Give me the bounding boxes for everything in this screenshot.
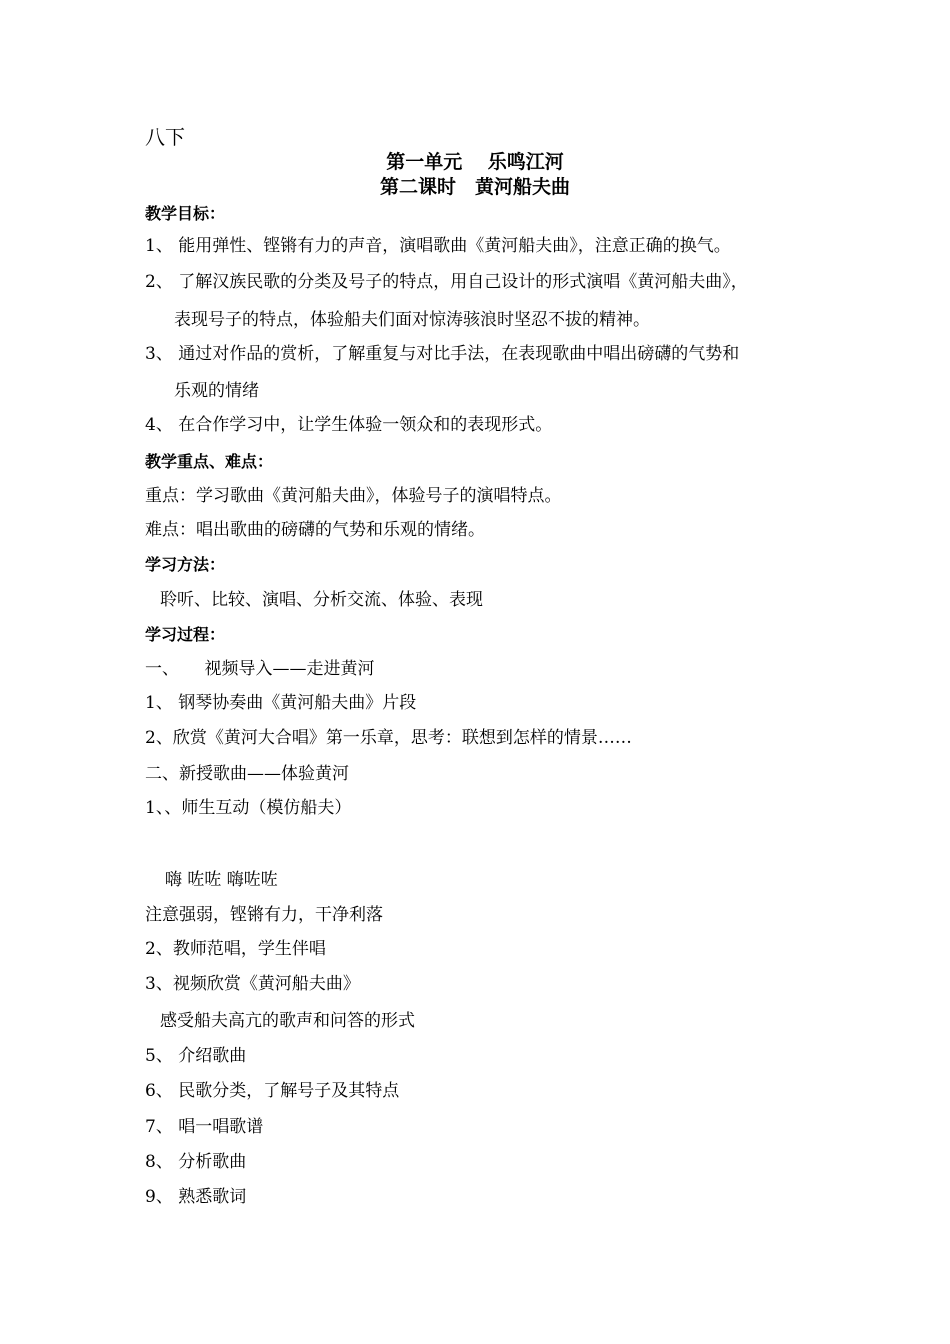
key-points-heading: 教学重点、难点： — [145, 452, 274, 471]
chant-note: 注意强弱，铿锵有力，干净利落 — [145, 905, 383, 925]
process-heading: 学习过程： — [145, 625, 226, 644]
process-part-2-item-2: 2、教师范唱，学生伴唱 — [145, 939, 326, 959]
grade-label: 八下 — [145, 125, 185, 149]
objective-item-2: 2、 了解汉族民歌的分类及号子的特点，用自己设计的形式演唱《黄河船夫曲》， — [145, 272, 748, 292]
key-point-difficulty: 难点：唱出歌曲的磅礴的气势和乐观的情绪。 — [145, 520, 485, 540]
process-part-2-item-3: 3、视频欣赏《黄河船夫曲》 — [145, 974, 360, 994]
key-point-focus: 重点：学习歌曲《黄河船夫曲》，体验号子的演唱特点。 — [145, 486, 562, 506]
lesson-title: 第二课时 黄河船夫曲 — [379, 176, 570, 198]
chant-text: 嗨 咗咗 嗨咗咗 — [165, 870, 278, 890]
methods-text: 聆听、比较、演唱、分析交流、体验、表现 — [160, 590, 483, 610]
process-part-2-item-8: 8、 分析歌曲 — [145, 1152, 247, 1172]
objective-item-2-continued: 表现号子的特点，体验船夫们面对惊涛骇浪时坚忍不拔的精神。 — [174, 310, 650, 330]
process-part-1-item-1: 1、 钢琴协奏曲《黄河船夫曲》片段 — [145, 693, 417, 713]
process-part-2-item-5: 5、 介绍歌曲 — [145, 1046, 247, 1066]
process-part-2-item-7: 7、 唱一唱歌谱 — [145, 1117, 264, 1137]
process-part-1: 一、 视频导入——走进黄河 — [145, 659, 375, 679]
process-part-2-item-3-note: 感受船夫高亢的歌声和问答的形式 — [160, 1011, 415, 1031]
methods-heading: 学习方法： — [145, 555, 226, 574]
objective-item-1: 1、 能用弹性、铿锵有力的声音，演唱歌曲《黄河船夫曲》，注意正确的换气。 — [145, 236, 731, 256]
process-part-2-item-6: 6、 民歌分类，了解号子及其特点 — [145, 1081, 400, 1101]
process-part-2-item-1: 1、、师生互动（模仿船夫） — [145, 798, 352, 818]
objective-item-3-continued: 乐观的情绪 — [174, 381, 259, 401]
process-part-2: 二、新授歌曲——体验黄河 — [145, 764, 349, 784]
unit-title: 第一单元 乐鸣江河 — [386, 151, 564, 173]
objective-item-4: 4、 在合作学习中，让学生体验一领众和的表现形式。 — [145, 415, 553, 435]
objective-item-3: 3、 通过对作品的赏析，了解重复与对比手法，在表现歌曲中唱出磅礴的气势和 — [145, 344, 740, 364]
process-part-2-item-9: 9、 熟悉歌词 — [145, 1187, 247, 1207]
process-part-1-item-2: 2、欣赏《黄河大合唱》第一乐章，思考：联想到怎样的情景…… — [145, 728, 632, 748]
objectives-heading: 教学目标： — [145, 204, 226, 223]
